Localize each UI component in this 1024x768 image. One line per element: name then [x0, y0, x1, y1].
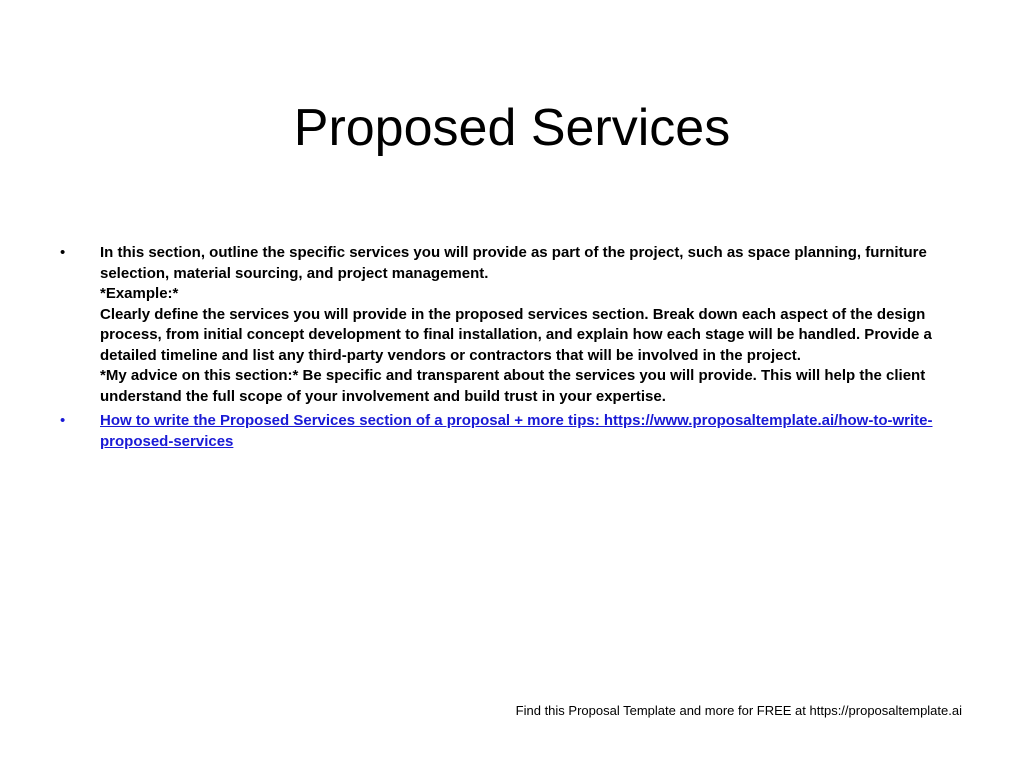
- bullet-text-advice: *My advice on this section:* Be specific and transparent about the services you will provide. This will help the client understand the full scope of your involvement and build trust in your expertise.: [100, 367, 926, 405]
- bullet-icon: •: [60, 412, 66, 429]
- bullet-icon: •: [60, 244, 66, 261]
- bullet-text-example-body: Clearly define the services you will provide in the proposed services section. Break down each aspect of the design process, from initial concept development to final installation, and explain how each stage will be handled. Provide a detailed timeline and list any third-party vendors or contractors that will be involved in the project.: [100, 305, 932, 364]
- bullet-list: [60, 243, 960, 456]
- bullet-text-example-heading: *Example:*: [100, 285, 179, 302]
- bullet-item-services-description: [60, 243, 960, 407]
- bullet-item-tips-link: [60, 411, 960, 452]
- bullet-text-intro: In this section, outline the specific services you will provide as part of the project, such as space planning, furniture selection, material sourcing, and project management.: [100, 244, 927, 282]
- slide-title: Proposed Services: [293, 98, 731, 157]
- proposal-tips-link[interactable]: How to write the Proposed Services section of a proposal + more tips: https://www.proposaltemplate.ai/how-to-write-proposed-services: [100, 412, 933, 450]
- footer-text: Find this Proposal Template and more for FREE at https://proposaltemplate.ai: [515, 703, 962, 718]
